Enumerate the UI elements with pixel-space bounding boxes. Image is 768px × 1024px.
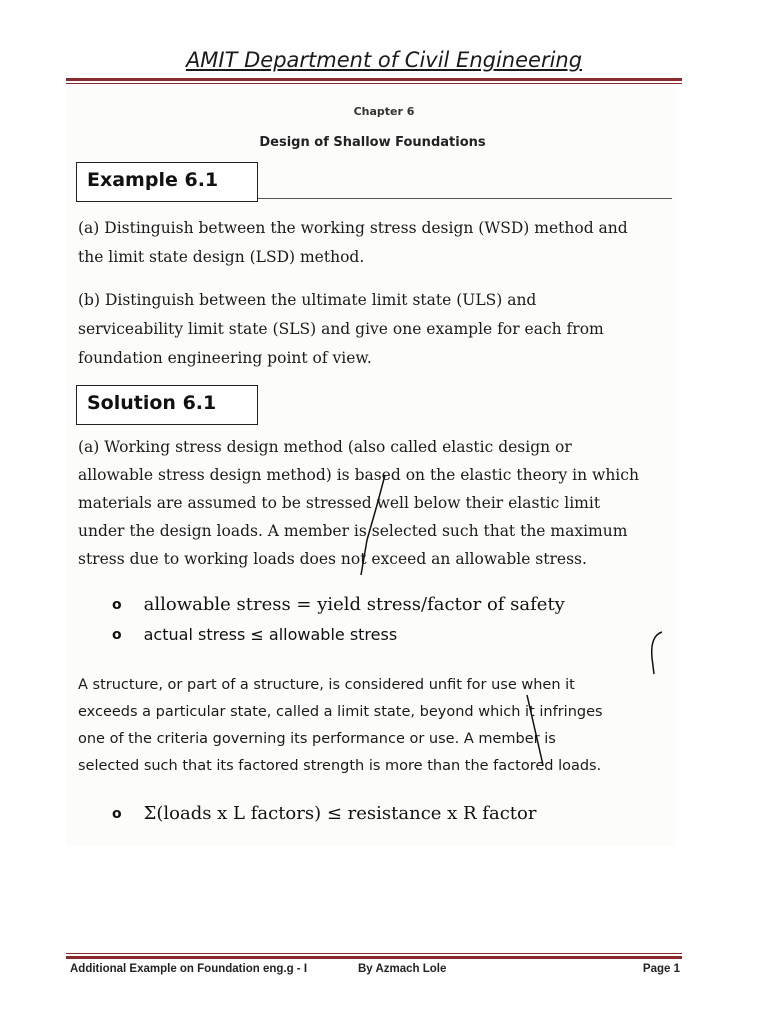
limit-state-paragraph [78, 672, 678, 780]
bullet-factored-loads [112, 803, 536, 824]
text-line: stress due to working loads does not exceed an allowable stress. [78, 550, 587, 568]
text-line: one of the criteria governing its performance or use. A member is [78, 731, 556, 747]
chapter-title: Design of Shallow Foundations [259, 135, 486, 150]
text-line: (b) Distinguish between the ultimate limit state (ULS) and [78, 291, 537, 309]
text-line: foundation engineering point of view. [78, 349, 372, 367]
chapter-label: Chapter 6 [353, 105, 415, 118]
text-line: the limit state design (LSD) method. [78, 248, 365, 266]
pen-stroke-mark [515, 690, 555, 770]
pen-stroke-mark [640, 628, 670, 678]
example-heading-box [76, 162, 258, 202]
bullet-actual-stress [112, 625, 397, 644]
bullet-text: actual stress ≤ allowable stress [143, 625, 398, 644]
example-heading: Example 6.1 [87, 169, 219, 191]
text-line: (a) Working stress design method (also called elastic design or [78, 438, 572, 456]
header-rule-thin [66, 83, 682, 84]
example-part-a [78, 214, 678, 272]
footer-author: By Azmach Lole [358, 963, 447, 975]
footer-rule-thin [66, 953, 682, 954]
bullet-text: Σ(loads x L factors) ≤ resistance x R factor [143, 803, 537, 824]
pen-stroke-mark [355, 470, 395, 580]
page-header-title: AMIT Department of Civil Engineering [185, 48, 583, 72]
footer-course: Additional Example on Foundation eng.g - I [70, 963, 308, 975]
text-line: (a) Distinguish between the working stress design (WSD) method and [78, 219, 628, 237]
text-line: allowable stress design method) is based on the elastic theory in which [78, 466, 639, 484]
bullet-circle-icon: o [112, 626, 122, 643]
text-line: materials are assumed to be stressed well below their elastic limit [78, 494, 601, 512]
bullet-text: allowable stress = yield stress/factor of safety [143, 594, 565, 615]
bullet-circle-icon: o [112, 805, 122, 822]
example-part-b [78, 286, 678, 373]
text-line: selected such that its factored strength is more than the factored loads. [78, 758, 602, 774]
bullet-circle-icon: o [112, 596, 122, 613]
text-line: under the design loads. A member is selected such that the maximum [78, 522, 628, 540]
footer-rule [66, 956, 682, 959]
bullet-allowable-stress [112, 594, 565, 615]
text-line: exceeds a particular state, called a limit state, beyond which it infringes [78, 704, 603, 720]
text-line: A structure, or part of a structure, is considered unfit for use when it [78, 677, 575, 693]
example-underline [258, 198, 672, 199]
footer-page-number: Page 1 [642, 963, 680, 975]
text-line: serviceability limit state (SLS) and give one example for each from [78, 320, 604, 338]
header-rule [66, 78, 682, 81]
solution-heading-box [76, 385, 258, 425]
solution-heading: Solution 6.1 [87, 392, 217, 414]
